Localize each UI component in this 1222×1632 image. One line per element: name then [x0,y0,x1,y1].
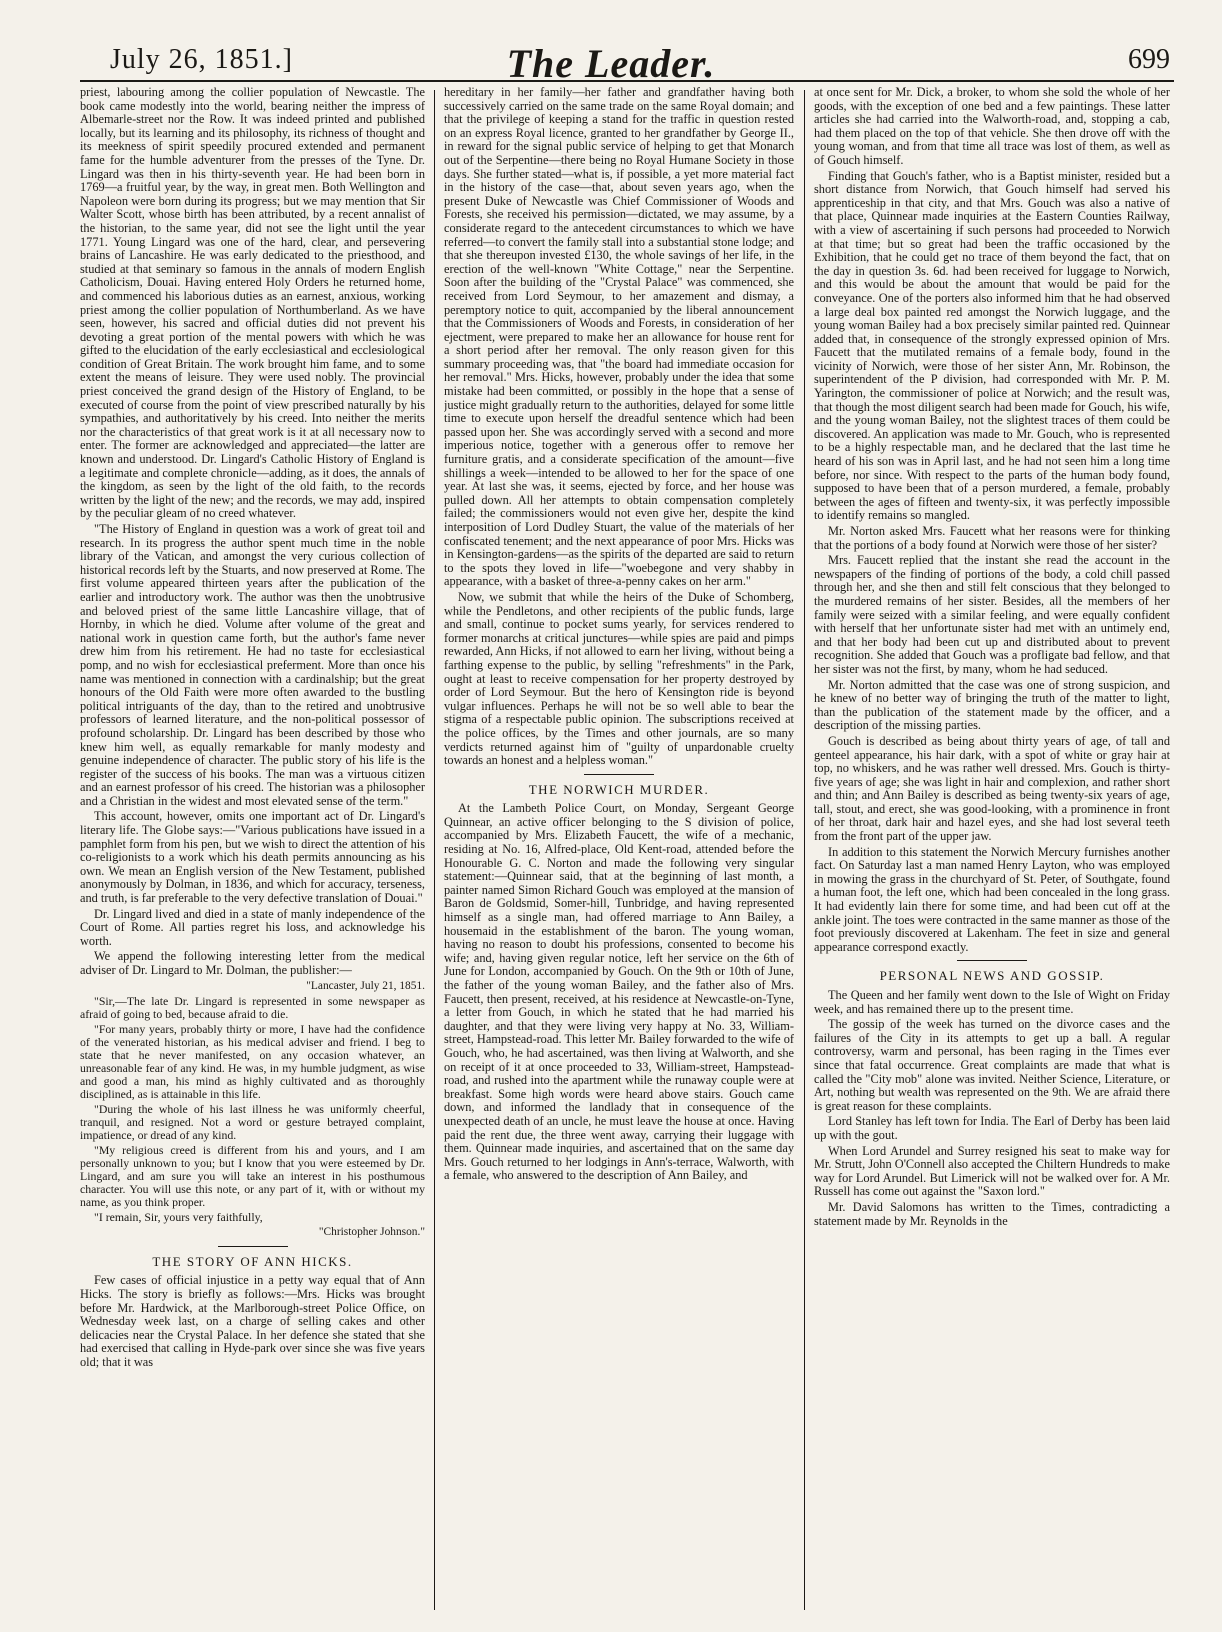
paragraph: The Queen and her family went down to the Isle of Wight on Friday week, and has remained there up to the present time. [814,988,1170,1016]
article-heading: THE STORY OF ANN HICKS. [152,1253,353,1269]
article-heading: THE NORWICH MURDER. [528,781,710,797]
letter-paragraph: "My religious creed is different from his and yours, and I am personally unknown to you; but I know that you were esteemed by Dr. Lingard, and am sure you will take an interest in his posthumous character. You will use this note, or any part of it, with or without my name, as you think proper. [80,1143,425,1210]
paragraph: hereditary in her family—her father and grandfather having both successively carried on the same trade on the same Royal domain; and that the privilege of keeping a stand for the traffic in question rested on an express Royal licence, granted to her grandfather by George II., in reward for the signal public service of helping to get that Monarch out of the Serpentine—there being no Royal Humane Society in those days. She further stated—what is, if possible, a yet more material fact in the history of the case—that, about seven years ago, when the present Duke of Newcastle was Chief Commissioner of Woods and Forests, she received his permission—dictated, we may assume, by a considerate regard to the antecedent circumstances to which we have referred—to convert the family stall into a substantial stone lodge; and that she thereupon invested £130, the whole savings of her life, in the erection of the well-known "White Cottage," near the Serpentine. Soon after the building of the "Crystal Palace" was commenced, she received from Lord Seymour, to her amazement and dismay, a peremptory notice to quit, accompanied by the liberal announcement that the Commissioners of Woods and Forests, in consideration of her ejectment, were prepared to make her an allowance for house rent for a short period after her removal. The only reason given for this summary proceeding was, that "the board had immediate occasion for her removal." Mrs. Hicks, however, probably under the idea that some mistake had been committed, or possibly in the hope that a sense of justice might gradually return to the authorities, delayed for some little time to execute upon herself the dreadful sentence which had been passed upon her. She was accordingly served with a second and more imperious notice, together with a generous offer to remove her furniture gratis, and a considerate specification of the amount—five shillings a week—intended to be allowed to her for the space of one year. At last she was, it seems, ejected by force, and her house was pulled down. All her attempts to obtain compensation completely failed; the commissioners would not even give her, despite the kind interposition of Lord Dudley Stuart, the value of the materials of her confiscated tenement; and the next appearance of poor Mrs. Hicks was in Kensington-gardens—as the spirits of the departed are said to return to the spots they loved in life—"woebegone and very shabby in appearance, with a basket of three-a-penny cakes on her arm." [444,86,794,589]
paragraph: Mr. David Salomons has written to the Times, contradicting a statement made by Mr. Reynolds in the [814,1199,1170,1228]
paragraph: Lord Stanley has left town for India. The Earl of Derby has been laid up with the gout. [814,1114,1170,1142]
paragraph: at once sent for Mr. Dick, a broker, to whom she sold the whole of her goods, with the exception of one bed and a few paintings. These latter articles she had carried into the Walworth-road, and, stopping a cab, had them placed on the top of that vehicle. She then drove off with the young woman, and from that time all trace was lost of them, as well as of Gouch himself. [814,86,1170,167]
paragraph: Gouch is described as being about thirty years of age, of tall and genteel appearance, his hair dark, with a spot of white or gray hair at top, no whiskers, and he was rather well dressed. Mrs. Gouch is thirty-five years of age; she was light in hair and complexion, and rather short and thin; and Ann Bailey is described as being twenty-six years of age, tall, stout, and erect, she was good-looking, with a prominence in front of her throat, dark hair and hazel eyes, and she had lost several teeth from the front part of the upper jaw. [814,733,1170,844]
paragraph: Few cases of official injustice in a petty way equal that of Ann Hicks. The story is briefly as follows:—Mrs. Hicks was brought before Mr. Hardwick, at the Marlborough-street Police Office, on Wednesday week last, on a charge of selling cakes and other delicacies near the Crystal Palace. In her defence she stated that she had exercised that calling in Hyde-park over since she was five years old; that it was [80,1273,425,1369]
paragraph: Finding that Gouch's father, who is a Baptist minister, resided but a short distance from Norwich, that Gouch himself had served his apprenticeship in that city, and that Mrs. Gouch was also a native of that place, Quinnear made inquiries at the Eastern Counties Railway, with a view of ascertaining if such persons had proceeded to Norwich at that time; but so great had been the traffic occasioned by the Exhibition, that he could get no trace of them beyond the fact, that on the day in question 3s. 6d. had been received for luggage to Norwich, and this would be about the amount that would be paid for the conveyance. One of the porters also informed him that he had observed a large deal box painted red amongst the Norwich luggage, and the young woman Bailey had a box precisely similar painted red. Quinnear added that, in consequence of the strongly expressed opinion of Mrs. Faucett that the mutilated remains of a female body, found in the vicinity of Norwich, were those of her sister Ann, Mr. Robinson, the superintendent of the P division, had corresponded with Mr. P. M. Yarington, the commissioner of police at Norwich; and the result was, that though the most diligent search had been made for Gouch, his wife, and the young woman Bailey, not the slightest traces of them could be discovered. An application was made to Mr. Gouch, who is represented to be a highly respectable man, and he declared that the last time he heard of his son was in April last, and he had not seen him a long time before, nor since. With respect to the parts of the human body found, supposed to have been that of a person murdered, a female, probably between the ages of fifteen and twenty-six, it was perfectly impossible to identify remains so mangled. [814,168,1170,523]
letter [80,980,425,1240]
paragraph: Mrs. Faucett replied that the instant she read the account in the newspapers of the finding of portions of the body, a cold chill passed through her, and she then and still felt conscious that they belonged to the murdered remains of her sister. Besides, all the members of her family were seized with a similar feeling, and were equally confident with herself that her unfortunate sister had met with an untimely end, and that her body had been cut up and distributed about to prevent recognition. She added that Gouch was a profligate bad fellow, and that her sister was not the first, by many, whom he had seduced. [814,553,1170,676]
header-rule [80,80,1174,82]
paragraph: Mr. Norton asked Mrs. Faucett what her reasons were for thinking that the portions of a body found at Norwich were those of her sister? [814,524,1170,552]
paragraph: At the Lambeth Police Court, on Monday, Sergeant George Quinnear, an active officer belonging to the S division of police, accompanied by Mrs. Elizabeth Faucett, the wife of a mechanic, residing at No. 16, Alfred-place, Old Kent-road, attended before the Honourable G. C. Norton and made the following very singular statement:—Quinnear said, that at the beginning of last month, a painter named Simon Richard Gouch was employed at the mansion of Baron de Goldsmid, Somer-hill, Tunbridge, and having represented himself as a single man, had offered marriage to Ann Bailey, a housemaid in the establishment of the baron. The young woman, having no reason to doubt his professions, consented to become his wife; and, having given regular notice, left her service on the 6th of June for London, accompanied by Gouch. On the 9th or 10th of June, the father of the young woman Bailey, and the father also of Mrs. Faucett, then present, received, at his residence at Newcastle-on-Tyne, a letter from Gouch, in which he stated that he had married his daughter, and that they were living very happy at No. 33, William-street, Hampstead-road. This letter Mr. Bailey forwarded to the wife of Gouch, who, he had ascertained, was then living at Walworth, and she on receipt of it at once proceeded to 33, William-street, Hampstead-road, and rushed into the apartment while the runaway couple were at breakfast. Some high words were heard above stairs. Gouch came down, and informed the landlady that in consequence of the unexpected death of an uncle, he must leave the house at once. Having paid the rent due, the three went away, carrying their luggage with them. Quinnear made inquiries, and ascertained that on the same day Mrs. Gouch returned to her lodgings in Ann's-terrace, Walworth, with a female, who answered to the description of Ann Bailey, and [444,801,794,1183]
paragraph: "The History of England in question was a work of great toil and research. In its progress the author spent much time in the noble library of the Vatican, and amongst the very curious collection of historical records left by the Stuarts, and now preserved at Rome. The first volume appeared thirteen years after the publication of the earlier and introductory work. The author was then the unobtrusive and beloved priest of the same little Lancashire village, that of Hornby, in which he died. Volume after volume of the great and national work in question came forth, but the author's fame never drew him from his retirement. He had no taste for ecclesiastical pomp, and no wish for ecclesiastical preferment. More than once his name was mentioned in connection with a cardinalship; but the great honours of the Old Faith were more often awarded to the bustling political intriguants of the day, than to the retired and unobtrusive professors of learned literature, and the non-political possessor of profound scholarship. Dr. Lingard has been described by those who knew him well, as equally remarkable for manly modesty and genuine independence of character. The public story of his life is the register of the success of his books. The man was a virtuous citizen and an earnest professor of his creed. The historian was a philosopher and a Christian in the widest and most elevated sense of the term." [80,522,425,808]
section-rule [584,774,654,775]
letter-paragraph: "For many years, probably thirty or more, I have had the confidence of the venerated historian, as his medical adviser and friend. I beg to state that he never manifested, on any occasion whatever, an unreasonable fear of any kind. He was, in my humble judgment, as wise and good a man, his mind as highly cultivated and as thoroughly disciplined, as is attainable in this life. [80,1022,425,1102]
paragraph: We append the following interesting letter from the medical adviser of Dr. Lingard to Mr. Dolman, the publisher:— [80,949,425,977]
column-divider [804,90,805,1610]
section-rule [218,1246,288,1247]
column-divider [434,90,435,1610]
page-number: 699 [1128,44,1170,75]
letter-signature: "Christopher Johnson." [318,1226,425,1239]
masthead-title: The Leader. [506,41,716,86]
letter-paragraph: "I remain, Sir, yours very faithfully, [94,1210,263,1225]
letter-paragraph: "During the whole of his last illness he was uniformly cheerful, tranquil, and resigned. Not a word or gesture betrayed complaint, impatience, or dread of any kind. [80,1102,425,1143]
paragraph: Now, we submit that while the heirs of the Duke of Schomberg, while the Pendletons, and other recipients of the public funds, large and small, continue to pocket sums yearly, for services rendered to former monarchs at critical junctures—while spies are paid and pimps rewarded, Ann Hicks, if not allowed to earn her living, without being a farthing expense to the public, by selling "refreshments" in the Park, ought at least to receive compensation for her property destroyed by order of Lord Seymour. But the hero of Kensington ride is beyond vulgar influences. Perhaps he will not be so well able to bear the stigma of a respectable public opinion. The subscriptions received at the police offices, by the Times and other journals, are so many verdicts returned against him of "guilty of unpardonable cruelty towards an honest and a helpless woman." [444,589,794,768]
paragraph: When Lord Arundel and Surrey resigned his seat to make way for Mr. Strutt, John O'Connell also accepted the Chiltern Hundreds to make way for Lord Arundel. But Limerick will not be walked over for. A Mr. Russell has come out against the "Saxon lord." [814,1143,1170,1199]
column-3 [814,86,1170,1616]
text-columns [80,86,1174,1626]
paragraph: This account, however, omits one important act of Dr. Lingard's literary life. The Globe says:—"Various publications have issued in a pamphlet form from his pen, but we wish to direct the attention of his co-religionists to a work which his death permits announcing as his own. We mean an English version of the New Testament, published anonymously by Dolman, in 1836, and which for accuracy, terseness, and truth, is far preferable to the very defective translation of Douai." [80,809,425,906]
section-rule [957,960,1027,961]
paragraph: The gossip of the week has turned on the divorce cases and the failures of the City in its attempts to get up a ball. A regular controversy, warm and personal, has been raging in the Times ever since that fatal occurrence. Great complaints are made that what is called the "City mob" alone was invited. Neither Science, Literature, or Art, nothing but wealth was represented on the 9th. We are afraid there is great reason for these complaints. [814,1017,1170,1113]
column-2 [444,86,794,1616]
paragraph: Dr. Lingard lived and died in a state of manly independence of the Court of Rome. All parties regret his loss, and acknowledge his worth. [80,906,425,948]
column-1 [80,86,425,1616]
letter-dateline: "Lancaster, July 21, 1851. [306,979,425,992]
paragraph: Mr. Norton admitted that the case was one of strong suspicion, and he knew of no better way of bringing the truth of the matter to light, than the publication of the statement made by the officer, and a description of the missing parties. [814,677,1170,733]
issue-date: July 26, 1851.] [110,44,293,75]
page-header [0,0,1222,84]
paragraph: In addition to this statement the Norwich Mercury furnishes another fact. On Saturday last a man named Henry Layton, who was employed in mowing the grass in the churchyard of St. Peter, of Southgate, found a human foot, the left one, which had been concealed in the long grass. It had evidently lain there for some time, and had been cut off at the ankle joint. The toes were contracted in the same manner as those of the foot previously discovered at Lakenham. The feet in size and general appearance correspond exactly. [814,844,1170,954]
paragraph: priest, labouring among the collier population of Newcastle. The book came modestly into the world, bearing neither the impress of Albemarle-street nor the Row. It was indeed printed and published locally, but its learning and its philosophy, its richness of thought and its meekness of spirit speedily procured extended and permanent fame for the humble adventurer from the presses of the Tyne. Dr. Lingard was then in his thirty-seventh year. He had been born in 1769—a fruitful year, by the way, in great men. Both Wellington and Napoleon were born during its progress; but we may mention that Sir Walter Scott, whose birth has been attributed, by a recent annalist of the historian, to the same year, did not see the light until the year 1771. Young Lingard was one of the hard, clear, and persevering brains of Lancashire. He was early dedicated to the priesthood, and studied at that seminary so famous in the annals of modern English Catholicism, Douai. Having entered Holy Orders he returned home, and commenced his laborious duties as an earnest, anxious, working priest among the collier population of Northumberland. As we have seen, however, his sacred and official duties did not prevent his devoting a great portion of the mental powers with which he was gifted to the elucidation of the early ecclesiastical and ecclesiological condition of Great Britain. The work brought him fame, and to some extent the means of leisure. They were used nobly. The provincial priest conceived the grand design of the History of England, to be executed of course from the point of view prescribed naturally by his sympathies, and authoritatively by his creed. Into neither the merits nor the characteristics of that great work is it at all necessary now to enter. The former are acknowledged and appreciated—the latter are known and understood. Dr. Lingard's Catholic History of England is a legitimate and complete chronicle—adding, as it does, the annals of the kingdom, as seen by the light of the old faith, to the records written by the light of the new; and the records, we may add, inspired by the peculiar gleam of no creed whatever. [80,86,425,521]
article-heading: PERSONAL NEWS AND GOSSIP. [879,968,1105,984]
letter-paragraph: "Sir,—The late Dr. Lingard is represented in some newspaper as afraid of going to bed, because afraid to die. [80,994,425,1022]
